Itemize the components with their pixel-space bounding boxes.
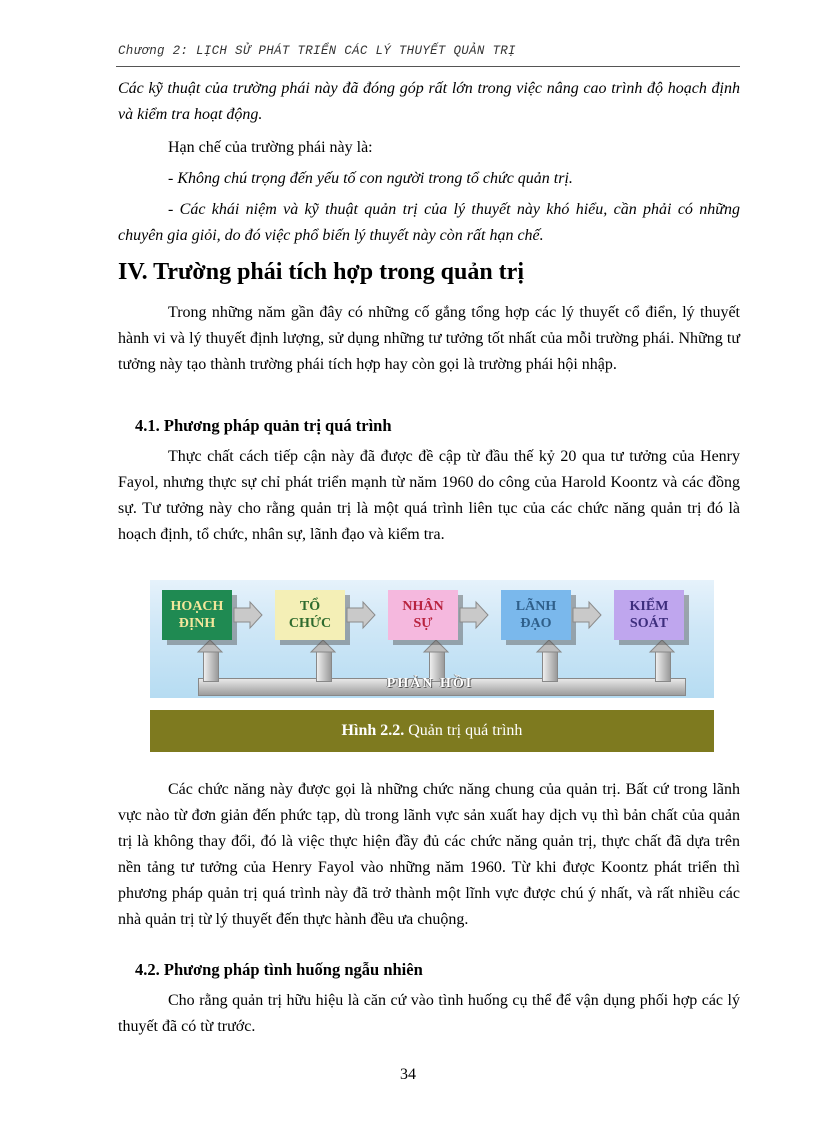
section-heading: IV. Trường phái tích hợp trong quản trị (118, 259, 524, 285)
section-paragraph: Trong những năm gần đây có những cố gắng tổng hợp các lý thuyết cổ điển, lý thuyết hành vi và lý thuyết định lượng, sử dụng những tư tưởng tốt nhất của mỗi trường phái. Những tư tưởng này tạo thành trường phái tích hợp hay còn gọi là trường phái hội nhập. (118, 304, 740, 373)
process-figure (150, 580, 714, 752)
feedback-arrow-2 (316, 650, 332, 682)
limitation-item-2: - Các khái niệm và kỹ thuật quản trị của lý thuyết này khó hiểu, cần phải có những chuyên gia giỏi, do đó việc phổ biến lý thuyết này còn rất hạn chế. (118, 201, 740, 244)
box-label-line2: SOÁT (629, 616, 669, 631)
subsection-4-1-paragraph: Thực chất cách tiếp cận này đã được đề cập từ đầu thế kỷ 20 qua tư tưởng của Henry Fayol, nhưng thực sự chỉ phát triển mạnh từ năm 1960 do công của Harold Koontz và các đồng sự. Tư tưởng này cho rằng quản trị là một quá trình liên tục của các chức năng quản trị đó là hoạch định, tổ chức, nhân sự, lãnh đạo và kiểm tra. (118, 448, 740, 543)
box-label-line2: ĐỊNH (178, 616, 216, 631)
feedback-arrowheads (150, 638, 714, 654)
box-label-line1: HOẠCH (170, 599, 224, 614)
box-label-line2: CHỨC (288, 616, 332, 631)
after-figure-paragraph: Các chức năng này được gọi là những chức năng chung của quản trị. Bất cứ trong lãnh vực nào từ đơn giản đến phức tạp, dù trong lãnh vực sản xuất hay dịch vụ thì bản chất của quản trị là không thay đổi, đó là việc thực hiện đầy đủ các chức năng quản trị, thực chất đã dựa trên nền tảng tư tưởng của Henry Fayol vào những năm 1960. Từ khi được Koontz phát triển thì phương pháp quản trị quá trình này đã trở thành một lĩnh vực được chú ý nhất, và rất nhiều các nhà quản trị từ lý thuyết đến thực hành đều ưa chuộng. (118, 781, 740, 928)
intro-paragraph: Các kỹ thuật của trường phái này đã đóng góp rất lớn trong việc nâng cao trình độ hoạch định và kiểm tra hoạt động. (118, 80, 740, 123)
box-label-line2: ĐẠO (520, 616, 552, 631)
limitation-item-1: - Không chú trọng đến yếu tố con người trong tổ chức quản trị. (168, 170, 573, 187)
feedback-label: PHẢN HỒI (386, 676, 474, 691)
subsection-heading-4-2: 4.2. Phương pháp tình huống ngẫu nhiên (135, 960, 423, 979)
box-label-line1: NHÂN (402, 599, 444, 614)
running-header: Chương 2: LỊCH SỬ PHÁT TRIỂN CÁC LÝ THUYẾT QUẢN TRỊ (118, 44, 516, 58)
feedback-arrow-4 (542, 650, 558, 682)
box-label-line1: KIỂM (629, 599, 669, 614)
caption-number: Hình 2.2. (341, 722, 405, 739)
page-number: 34 (400, 1066, 416, 1083)
flow-arrows (150, 600, 714, 630)
feedback-arrow-5 (655, 650, 671, 682)
figure-caption (150, 710, 714, 752)
subsection-heading-4-1: 4.1. Phương pháp quản trị quá trình (135, 416, 392, 435)
box-label-line1: TỔ (299, 599, 321, 614)
caption-text: Quản trị quá trình (404, 722, 523, 739)
box-label-line2: SỰ (413, 616, 433, 631)
feedback-arrow-1 (203, 650, 219, 682)
header-rule (116, 66, 740, 67)
box-label-line1: LÃNH (515, 599, 557, 614)
subsection-4-2-paragraph: Cho rằng quản trị hữu hiệu là căn cứ vào tình huống cụ thể để vận dụng phối hợp các lý thuyết đã có từ trước. (118, 992, 740, 1035)
limitations-lead: Hạn chế của trường phái này là: (168, 139, 373, 156)
